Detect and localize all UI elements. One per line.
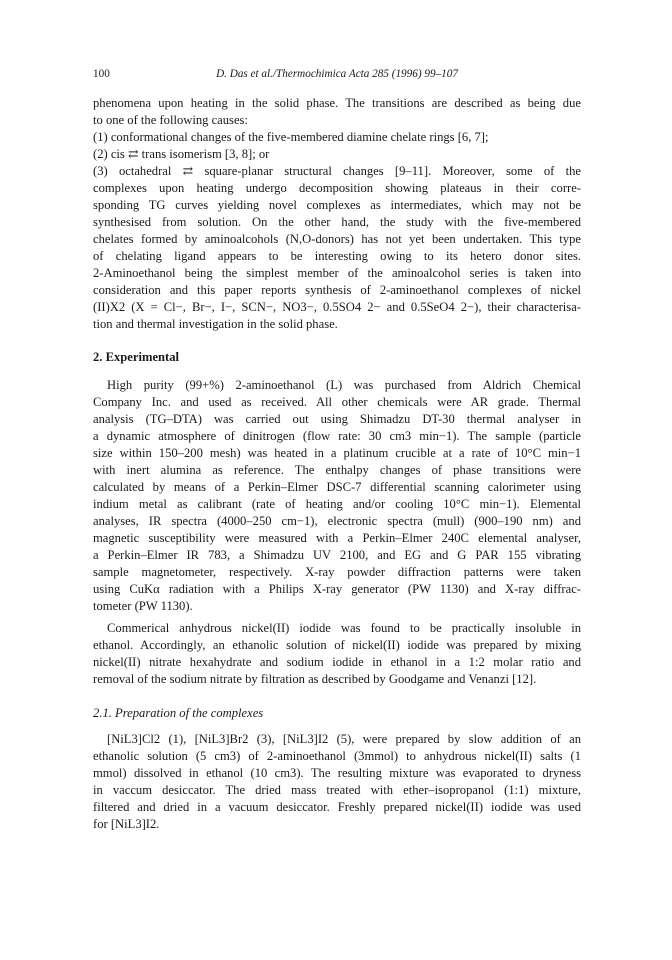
text-line: Company Inc. and used as received. All other chemicals were AR grade. Thermal (93, 395, 581, 409)
text-line: consideration and this paper reports synthesis of 2-aminoethanol complexes of nickel (93, 283, 581, 297)
text-line: sample magnetometer, respectively. X-ray powder diffraction patterns were taken (93, 565, 581, 579)
text-line: (3) octahedral ⇄ square-planar structural changes [9–11]. Moreover, some of the (93, 164, 581, 178)
text-line: (II)X2 (X = Cl−, Br−, I−, SCN−, NO3−, 0.5SO4 2− and 0.5SeO4 2−), their characterisa- (93, 300, 581, 314)
text-line: indium metal as calibrant (rate of heating and/or cooling 10°C min−1). Elemental (93, 497, 581, 511)
text-line: mmol) dissolved in ethanol (10 cm3). The resulting mixture was evaporated to dryness (93, 766, 581, 780)
subsection-heading-preparation: 2.1. Preparation of the complexes (93, 706, 264, 720)
text-line: removal of the sodium nitrate by filtration as described by Goodgame and Venanzi [12]. (93, 672, 537, 686)
text-line: to one of the following causes: (93, 113, 248, 127)
section-heading-experimental: 2. Experimental (93, 350, 180, 364)
text-line: tometer (PW 1130). (93, 599, 193, 613)
text-line: filtered and dried in a vacuum desiccator. Freshly prepared nickel(II) iodide was used (93, 800, 581, 814)
text-line: phenomena upon heating in the solid phase. The transitions are described as being due (93, 96, 581, 110)
text-line: synthesised from solution. On the other hand, the study with the five-membered (93, 215, 581, 229)
text-line: a Perkin–Elmer IR 783, a Shimadzu UV 2100, and EG and G PAR 155 vibrating (93, 548, 581, 562)
text-line: analysis (TG–DTA) was carried out using Shimadzu DT-30 thermal analyser in (93, 412, 581, 426)
text-line: complexes upon heating undergo decomposition showing plateaus in their corre- (93, 181, 581, 195)
text-line: ethanolic solution (5 cm3) of 2-aminoethanol (3mmol) to anhydrous nickel(II) salts (1 (93, 749, 581, 763)
text-line: for [NiL3]I2. (93, 817, 160, 831)
text-line: (1) conformational changes of the five-membered diamine chelate rings [6, 7]; (93, 130, 489, 144)
text-line: analyses, IR spectra (4000–250 cm−1), electronic spectra (mull) (900–190 nm) and (93, 514, 581, 528)
page-header (93, 66, 581, 82)
text-line: High purity (99+%) 2-aminoethanol (L) was purchased from Aldrich Chemical (107, 378, 581, 392)
text-line: nickel(II) nitrate hexahydrate and sodium iodide in ethanol in a 1:2 molar ratio and (93, 655, 581, 669)
intro-paragraph (93, 95, 581, 333)
text-line: Commerical anhydrous nickel(II) iodide was found to be practically insoluble in (107, 621, 581, 635)
text-line: sponding TG curves yielding novel complexes as intermediates, which may not be (93, 198, 581, 212)
running-title: D. Das et al./Thermochimica Acta 285 (1996) 99–107 (216, 68, 458, 80)
text-line: 2-Aminoethanol being the simplest member of the aminoalcohol series is taken into (93, 266, 581, 280)
preparation-paragraph (93, 731, 581, 833)
text-line: chelates formed by aminoalcohols (N,O-donors) has not yet been undertaken. This type (93, 232, 581, 246)
text-line: tion and thermal investigation in the solid phase. (93, 317, 338, 331)
text-line: calculated by means of a Perkin–Elmer DSC-7 differential scanning calorimeter using (93, 480, 581, 494)
text-line: using CuKα radiation with a Philips X-ray generator (PW 1130) and X-ray diffrac- (93, 582, 581, 596)
text-line: (2) cis ⇄ trans isomerism [3, 8]; or (93, 147, 270, 161)
experimental-paragraph-1 (93, 377, 581, 615)
text-line: of chelating ligand appears to be interesting owing to its hetero donor sites. (93, 249, 581, 263)
experimental-paragraph-2 (93, 620, 581, 688)
text-line: in vaccum desiccator. The dried mass treated with ether–isopropanol (1:1) mixture, (93, 783, 581, 797)
text-line: size within 150–200 mesh) was heated in a platinum crucible at a rate of 10°C min−1 (93, 446, 581, 460)
page-number: 100 (93, 68, 110, 80)
text-line: with inert alumina as reference. The enthalpy changes of phase transitions were (93, 463, 581, 477)
text-line: ethanol. Accordingly, an ethanolic solution of nickel(II) iodide was prepared by mixing (93, 638, 581, 652)
text-line: magnetic susceptibility were measured with a Perkin–Elmer 240C elemental analyser, (93, 531, 581, 545)
text-line: [NiL3]Cl2 (1), [NiL3]Br2 (3), [NiL3]I2 (5), were prepared by slow addition of an (107, 732, 581, 746)
text-line: a dynamic atmosphere of dinitrogen (flow rate: 30 cm3 min−1). The sample (particle (93, 429, 581, 443)
